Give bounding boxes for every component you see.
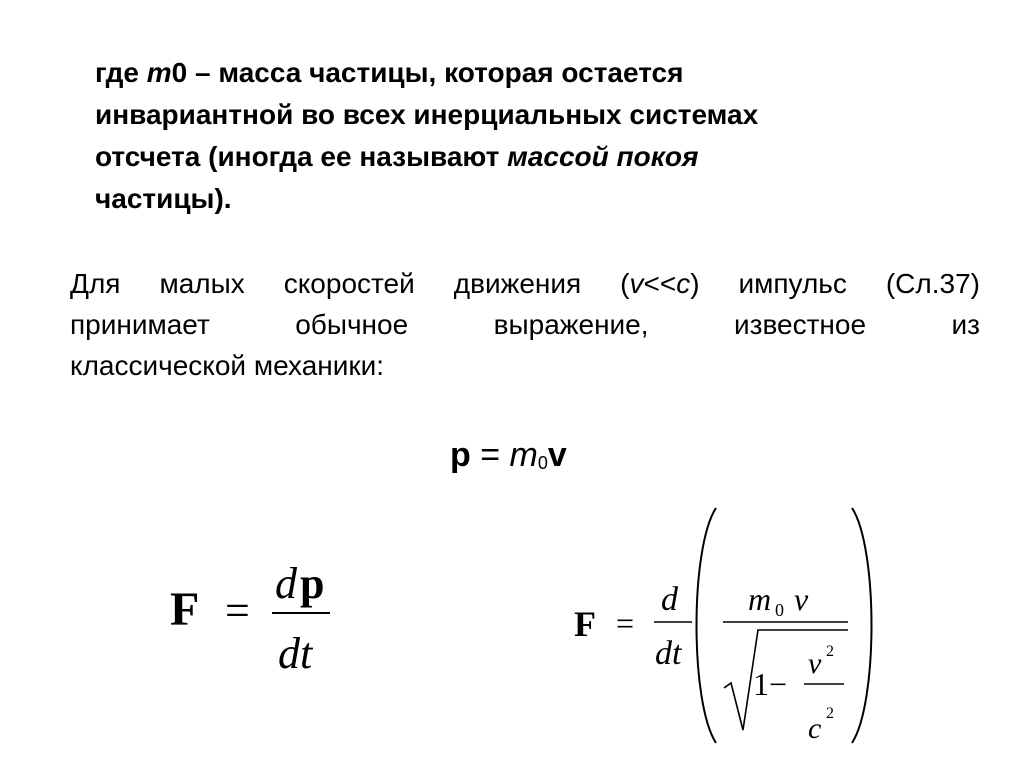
svg-text:d: d	[275, 559, 297, 608]
svg-text:v: v	[794, 581, 809, 617]
svg-text:m: m	[748, 581, 772, 617]
para1-line3: отсчета (иногда ее называют массой покоя	[95, 141, 699, 172]
svg-text:=: =	[616, 605, 635, 641]
m0-symbol: m	[146, 57, 172, 88]
para1-line1: где m0 – масса частицы, которая остается	[95, 57, 684, 88]
para2-line2: принимает обычное выражение, известное из	[70, 309, 980, 340]
svg-text:d: d	[661, 581, 678, 618]
force-derivative-formula	[160, 550, 350, 690]
svg-text:F: F	[170, 583, 200, 636]
svg-text:F: F	[574, 604, 596, 644]
svg-text:0: 0	[775, 600, 784, 620]
svg-text:2: 2	[826, 705, 834, 722]
mass-definition-paragraph	[95, 52, 915, 220]
para2-line3: классической механики:	[70, 350, 385, 381]
low-speed-paragraph	[70, 263, 980, 386]
svg-text:dt: dt	[278, 629, 313, 678]
para1-line2: инвариантной во всех инерциальных системах	[95, 99, 759, 130]
svg-text:p: p	[300, 559, 325, 608]
svg-text:dt: dt	[655, 635, 682, 672]
momentum-formula: p = m0v	[450, 436, 567, 474]
svg-text:2: 2	[826, 643, 834, 660]
svg-text:v: v	[808, 647, 822, 680]
para2-line1: Для малых скоростей движения (v<<c) импульс (Сл.37)	[70, 268, 980, 299]
relativistic-force-formula	[568, 498, 878, 758]
svg-text:=: =	[225, 586, 250, 635]
para1-line4: частицы).	[95, 183, 232, 214]
svg-text:1−: 1−	[753, 666, 788, 702]
svg-text:c: c	[808, 712, 822, 745]
rest-mass-term: массой покоя	[507, 141, 699, 172]
